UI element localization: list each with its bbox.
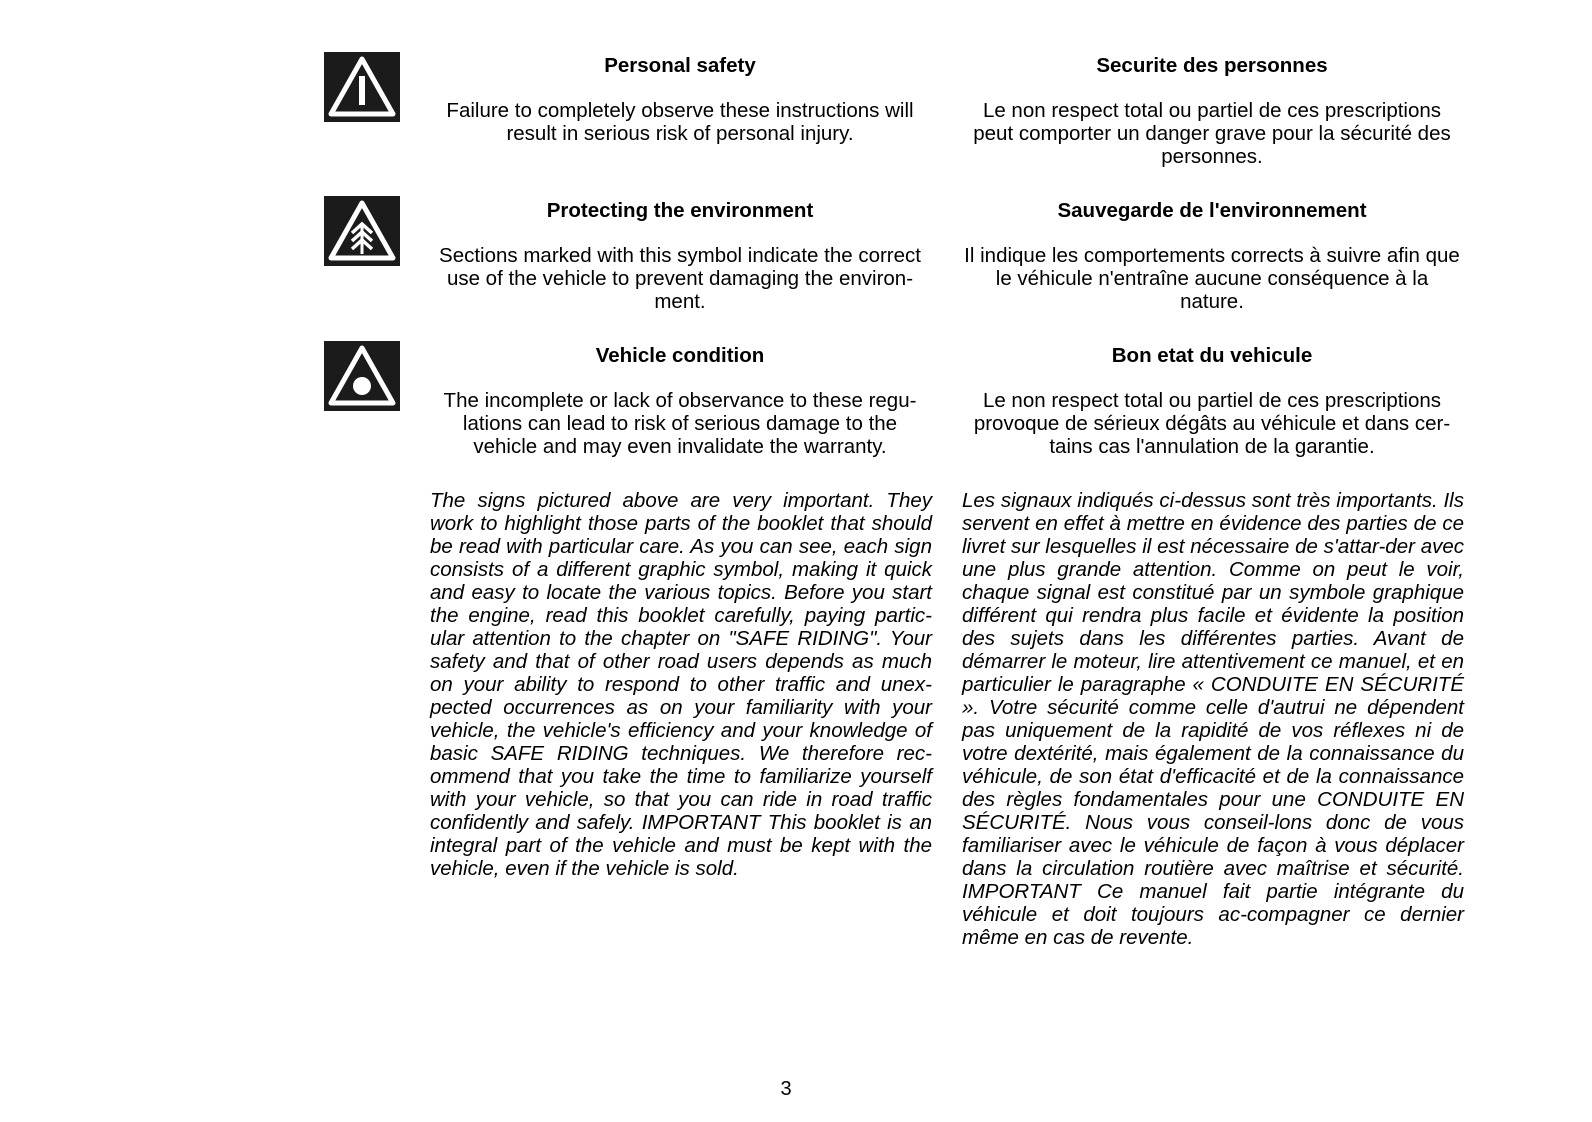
securite-personnes-heading: Securite des personnes: [1096, 54, 1328, 77]
vehicle-condition-text: The incomplete or lack of observance to these regu-lations can lead to risk of serious damage to the vehicle and may even invalidate the warranty.: [443, 389, 917, 458]
sauvegarde-environnement-heading: Sauvegarde de l'environnement: [1057, 199, 1367, 222]
sauvegarde-environnement-text: Il indique les comportements corrects à suivre afin que le véhicule n'entraîne aucune conséquence à la nature.: [964, 244, 1460, 313]
bon-etat-vehicule-heading: Bon etat du vehicule: [1111, 344, 1313, 367]
environment-tree-icon: [324, 196, 400, 266]
signs-note-en: The signs pictured above are very important. They work to highlight those parts of the booklet that should be read with particular care. As you can see, each sign consists of a different graphic symbol, making it quick and easy to locate the various topics. Before you start the engine, read this booklet carefully, paying partic-ular attention to the chapter on "SAFE RIDING". Your safety and that of other road users depends as much on your ability to respond to other traffic and unex-pected occurrences as on your familiarity with your vehicle, the vehicle's efficiency and your knowledge of basic SAFE RIDING techniques. We therefore rec-ommend that you take the time to familiarize yourself with your vehicle, so that you can ride in road traffic confidently and safely. IMPORTANT This booklet is an integral part of the vehicle and must be kept with the vehicle, even if the vehicle is sold.: [430, 489, 932, 880]
vehicle-condition-heading: Vehicle condition: [595, 344, 765, 367]
page-number: 3: [780, 1078, 792, 1100]
securite-personnes-text: Le non respect total ou partiel de ces prescriptions peut comporter un danger grave pour la sécurité des personnes.: [973, 99, 1451, 168]
personal-safety-heading: Personal safety: [604, 54, 756, 77]
protecting-environment-text: Sections marked with this symbol indicate the correct use of the vehicle to prevent damaging the environ-ment.: [439, 244, 921, 313]
protecting-environment-heading: Protecting the environment: [546, 199, 814, 222]
warning-exclamation-icon: [324, 52, 400, 122]
personal-safety-text: Failure to completely observe these instructions will result in serious risk of personal injury.: [446, 99, 914, 145]
vehicle-condition-dot-icon: [324, 341, 400, 411]
signs-note-fr: Les signaux indiqués ci-dessus sont très importants. Ils servent en effet à mettre en évidence des parties de ce livret sur lesquelles il est nécessaire de s'attar-der avec une plus grande attention. Comme on peut le voir, chaque signal est constitué par un symbole graphique différent qui rendra plus facile et évidente la position des sujets dans les différentes parties. Avant de démarrer le moteur, lire attentivement ce manuel, et en particulier le paragraphe « CONDUITE EN SÉCURITÉ ». Votre sécurité comme celle d'autrui ne dépendent pas uniquement de la rapidité de vos réflexes ni de votre dextérité, mais également de la connaissance du véhicule, de son état d'efficacité et de la connaissance des règles fondamentales pour une CONDUITE EN SÉCURITÉ. Nous vous conseil-lons donc de vous familiariser avec le véhicule de façon à vous déplacer dans la circulation routière avec maîtrise et sécurité. IMPORTANT Ce manuel fait partie intégrante du véhicule et doit toujours ac-compagner ce dernier même en cas de revente.: [962, 489, 1464, 949]
bon-etat-vehicule-text: Le non respect total ou partiel de ces prescriptions provoque de sérieux dégâts au véhicule et dans cer-tains cas l'annulation de la garantie.: [973, 389, 1451, 458]
